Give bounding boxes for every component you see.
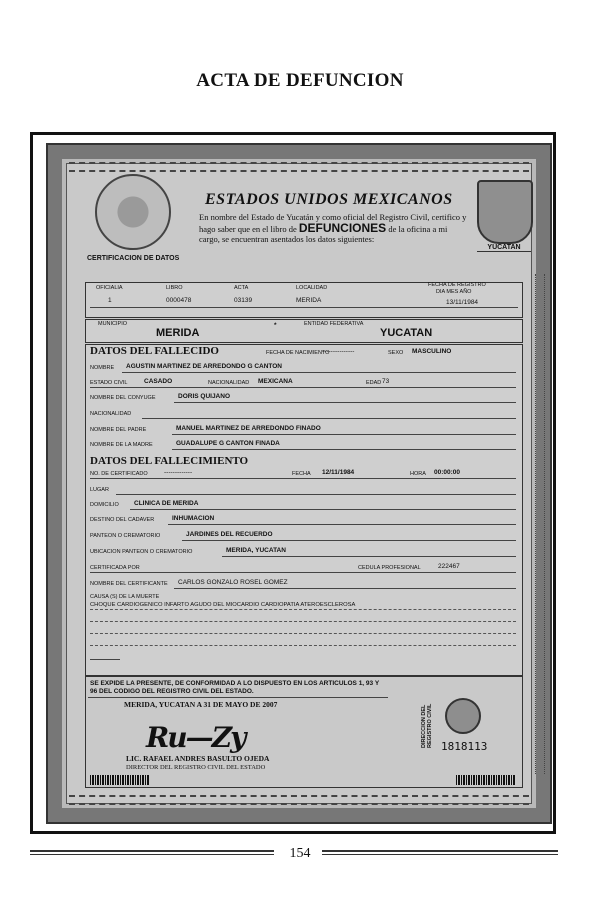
fallecimiento-section-title: DATOS DEL FALLECIMIENTO [90,455,249,467]
libro-value: 0000478 [166,297,192,304]
entidad-label: ENTIDAD FEDERATIVA [304,321,364,327]
dia-mes-ano-label: DIA MES AÑO [436,289,472,295]
page-heading: ACTA DE DEFUNCION [196,70,404,91]
domicilio-value: CLINICA DE MERIDA [134,500,199,507]
state-caption: YUCATAN [477,244,531,252]
nacionalidad-label: NACIONALIDAD [208,380,250,386]
causa-label: CAUSA (S) DE LA MUERTE [90,594,160,600]
fecha-registro-label: FECHA DE REGISTRO [428,282,486,288]
registry-box [85,282,523,318]
lugar-label: LUGAR [90,487,109,493]
data-box [85,344,523,676]
nacionalidad-value: MEXICANA [258,378,293,385]
causa-value: CHOQUE CARDIOGENICO INFARTO AGUDO DEL MIOCARDIO CARDIOPATIA ATEROESCLEROSA [90,602,356,608]
padre-label: NOMBRE DEL PADRE [90,427,147,433]
certificado-label: NO. DE CERTIFICADO [90,471,148,477]
destino-value: INHUMACION [172,515,215,522]
hora-value: 00:00:00 [434,469,461,476]
intro-text: En nombre del Estado de Yucatán y como oficial del Registro Civil, certifico y hago saber que en el libro de DEFUNCIONES de la oficina a mi cargo, se encuentran asentados los datos siguientes: [199,212,467,244]
certificacion-caption: CERTIFICACION DE DATOS [87,255,180,262]
panteon-value: JARDINES DEL RECUERDO [186,531,273,538]
legal-text: SE EXPIDE LA PRESENTE, DE CONFORMIDAD A LO DISPUESTO EN LOS ARTICULOS 1, 93 Y 96 DEL CODIGO DEL REGISTRO CIVIL DEL ESTADO. [90,680,380,695]
panteon-label: PANTEON O CREMATORIO [90,533,161,539]
side-microtext-strip [535,274,545,774]
municipio-box [85,319,523,343]
municipio-value: MERIDA [156,327,200,339]
nombre-label: NOMBRE [90,365,115,371]
top-border-pattern [69,162,529,172]
certificate-title: ESTADOS UNIDOS MEXICANOS [205,191,453,208]
localidad-value: MERIDA [296,297,322,304]
sexo-label: SEXO [388,350,404,356]
barcode-left-icon [90,775,150,785]
signature-icon: Ru—Zy [146,721,245,754]
acta-label: ACTA [234,285,249,291]
cedula-label: CEDULA PROFESIONAL [358,565,421,571]
entidad-value: YUCATAN [380,327,433,339]
serial-number: 1818113 [441,740,488,753]
cedula-value: 222467 [438,563,460,570]
oficialia-label: OFICIALIA [96,285,123,291]
municipio-label: MUNICIPIO [98,321,128,327]
signatory-title: DIRECTOR DEL REGISTRO CIVIL DEL ESTADO [126,764,266,771]
acta-value: 03139 [234,297,253,304]
death-certificate [48,145,550,822]
yucatan-shield-icon [477,180,533,244]
signatory-name: LIC. RAFAEL ANDRES BASULTO OJEDA [126,754,270,763]
ubicacion-label: UBICACION PANTEON O CREMATORIO [90,549,193,555]
certificada-por-label: CERTIFICADA POR [90,565,140,571]
fecha-registro-value: 13/11/1984 [446,299,479,306]
conyuge-value: DORIS QUIJANO [178,393,231,400]
eagle-seal-icon [445,698,481,734]
madre-value: GUADALUPE G CANTON FINADA [176,440,280,447]
stamp-text: DIRECCION DEL REGISTRO CIVIL [421,703,433,749]
domicilio-label: DOMICILIO [90,502,119,508]
asterisk: * [274,322,277,329]
certificate-body [66,163,532,804]
sexo-value: MASCULINO [412,348,452,355]
libro-label: LIBRO [166,285,183,291]
place-date: MERIDA, YUCATAN A 31 DE MAYO DE 2007 [124,700,278,709]
bottom-border-pattern [69,795,529,805]
estado-civil-label: ESTADO CIVIL [90,380,128,386]
certificante-value: CARLOS GONZALO ROSEL GOMEZ [178,579,288,586]
hora-label: HORA [410,471,426,477]
edad-value: 73 [382,378,390,385]
oficialia-value: 1 [108,297,112,304]
certificado-value: ------------- [164,469,193,476]
page-number: 154 [289,846,311,861]
barcode-right-icon [456,775,516,785]
conyuge-nacionalidad-label: NACIONALIDAD [90,411,132,417]
madre-label: NOMBRE DE LA MADRE [90,442,153,448]
fecha-nacimiento-value: --------------- [322,348,355,355]
national-seal-icon [95,174,171,250]
localidad-label: LOCALIDAD [296,285,328,291]
conyuge-label: NOMBRE DEL CONYUGE [90,395,156,401]
estado-civil-value: CASADO [144,378,173,385]
destino-label: DESTINO DEL CADAVER [90,517,155,523]
nombre-value: AGUSTIN MARTINEZ DE ARREDONDO G CANTON [126,363,282,370]
fecha-fallecimiento-label: FECHA [292,471,311,477]
ubicacion-value: MERIDA, YUCATAN [226,547,286,554]
fecha-fallecimiento-value: 12/11/1984 [322,469,355,476]
fecha-nacimiento-label: FECHA DE NACIMIENTO [266,350,330,356]
certificante-label: NOMBRE DEL CERTIFICANTE [90,581,168,587]
padre-value: MANUEL MARTINEZ DE ARREDONDO FINADO [176,425,321,432]
registry-stamp [419,692,511,764]
fallecido-section-title: DATOS DEL FALLECIDO [90,345,219,357]
edad-label: EDAD [366,380,382,386]
